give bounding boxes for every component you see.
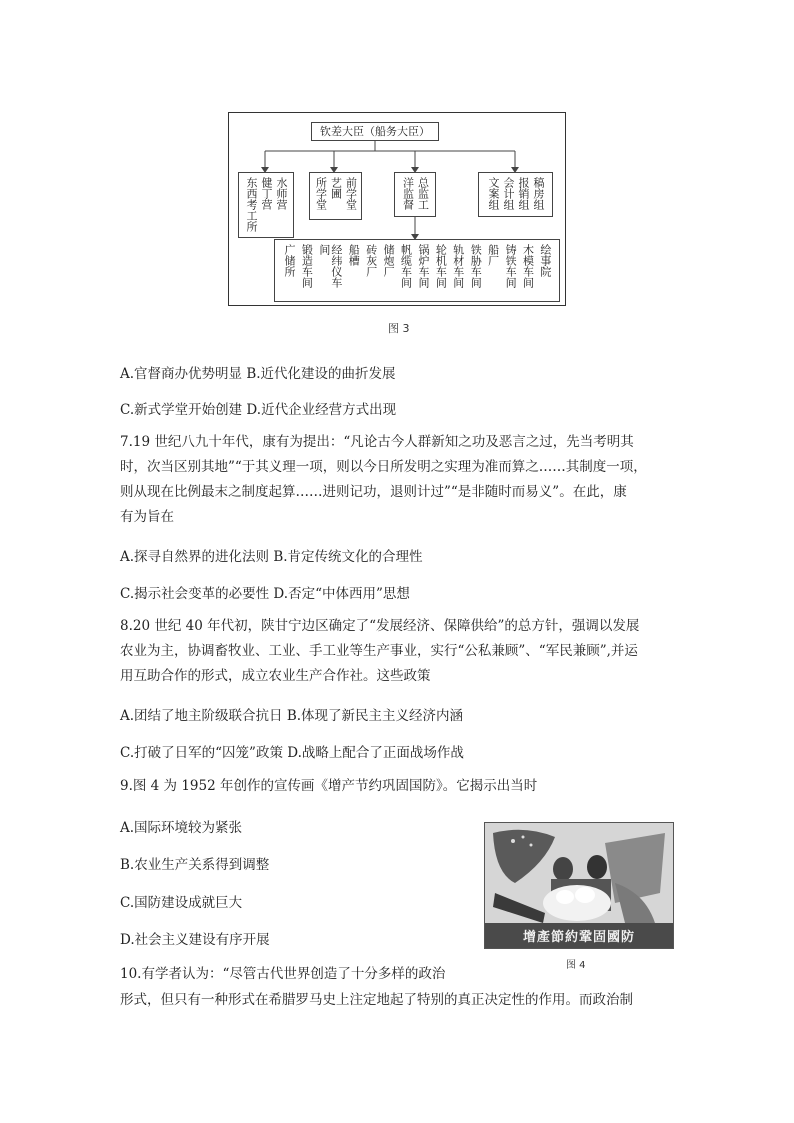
workshop-item: 铸铁车间 <box>504 244 518 288</box>
diagram-node-qianxuetang: 前学堂 <box>344 177 358 210</box>
q8-stem-line-3: 用互助合作的形式，成立农业生产合作社。这些政策 <box>120 668 431 684</box>
diagram-workshops <box>274 239 560 302</box>
workshop-item: 船厂 <box>486 244 500 266</box>
q8-options-line-2: C.打破了日军的“囚笼”政策 D.战略上配合了正面战场作战 <box>120 745 464 761</box>
diagram-node-gaofangzu: 稿房组 <box>532 177 545 210</box>
diagram-group-2 <box>309 172 362 220</box>
figure-3-diagram <box>228 112 566 306</box>
q8-options-line-1: A.团结了地主阶级联合抗日 B.体现了新民主主义经济内涵 <box>120 708 464 724</box>
workshop-item: 轨材车间 <box>451 244 465 288</box>
workshop-item: 帆缆车间 <box>399 244 413 288</box>
diagram-node-jiandingying: 健丁营 <box>260 177 273 210</box>
workshop-item: 绘事院 <box>538 244 552 277</box>
diagram-node-suoxuetang: 所学堂 <box>314 177 328 210</box>
q7-stem-line-1: 7.19 世纪八九十年代，康有为提出：“凡论古今人群新知之功及恶言之过，先当考明其 <box>120 434 634 450</box>
workshop-item: 锅炉车间 <box>416 244 430 288</box>
q7-stem-line-3: 则从现在比例最末之制度起算……进则记功，退则计过”“是非随时而易义”。在此，康 <box>120 484 627 500</box>
workshop-item: 轮机车间 <box>434 244 448 288</box>
workshop-item: 广储所 <box>283 244 296 277</box>
workshop-item: 木模车间 <box>521 244 535 288</box>
q7-options-line-2: C.揭示社会变革的必要性 D.否定“中体西用”思想 <box>120 586 410 602</box>
q9-stem: 9.图 4 为 1952 年创作的宣传画《增产节约巩固国防》。它揭示出当时 <box>120 778 538 794</box>
figure-3-caption: 图 3 <box>388 322 410 335</box>
diagram-node-dongxikaogongsuo: 东西考工所 <box>245 177 258 232</box>
q7-stem-line-2: 时，次当区别其地”“于其义理一项，则以今日所发明之实理为准而算之……其制度一项， <box>120 459 647 475</box>
workshop-item: 储炮厂 <box>382 244 396 277</box>
figure-4-caption: 图 4 <box>566 960 586 971</box>
poster-slogan: 增產節約鞏固國防 <box>522 930 635 945</box>
q9-option-d: D.社会主义建设有序开展 <box>120 932 270 948</box>
diagram-group-1 <box>238 172 294 238</box>
diagram-node-zongjiangong: 总监工 <box>416 177 430 210</box>
q7-options-line-1: A.探寻自然界的进化法则 B.肯定传统文化的合理性 <box>120 549 423 565</box>
q8-stem-line-2: 农业为主，协调畜牧业、工业、手工业等生产事业，实行“公私兼顾”、“军民兼顾”,并运 <box>120 643 638 659</box>
q9-option-b: B.农业生产关系得到调整 <box>120 857 270 873</box>
q6-options-line-2: C.新式学堂开始创建 D.近代企业经营方式出现 <box>120 402 397 418</box>
q10-stem-line-1: 10.有学者认为：“尽管古代世界创造了十分多样的政治 <box>120 966 446 982</box>
q6-options-line-1: A.官督商办优势明显 B.近代化建设的曲折发展 <box>120 366 396 382</box>
q9-option-c: C.国防建设成就巨大 <box>120 895 243 911</box>
workshop-item: 铁胁车间 <box>469 244 483 288</box>
propaganda-poster-image <box>484 822 674 949</box>
q9-option-a: A.国际环境较为紧张 <box>120 820 243 836</box>
workshop-item: 船槽 <box>347 244 361 266</box>
q7-stem-line-4: 有为旨在 <box>120 509 174 525</box>
diagram-node-yangjiandu: 洋监督 <box>401 177 415 210</box>
diagram-node-baoxiaozu: 报销组 <box>517 177 530 210</box>
workshop-item: 锻造车间 <box>300 244 314 288</box>
diagram-node-yipu: 艺圃 <box>329 177 343 199</box>
diagram-group-4 <box>478 172 553 217</box>
diagram-node-wenanzu: 文案组 <box>487 177 500 210</box>
diagram-node-shuishiying: 水师营 <box>275 177 288 210</box>
q10-stem-line-2: 形式，但只有一种形式在希腊罗马史上注定地起了特别的真正决定性的作用。而政治制 <box>120 992 633 1008</box>
diagram-top-node: 钦差大臣（船务大臣） <box>311 122 439 141</box>
workshop-item: 砖灰厂 <box>364 244 378 277</box>
workshop-item: 经纬仪车间 <box>317 244 343 288</box>
diagram-group-3 <box>394 172 436 217</box>
q8-stem-line-1: 8.20 世纪 40 年代初，陕甘宁边区确定了“发展经济、保障供给”的总方针，强调以发展 <box>120 618 640 634</box>
diagram-node-kuaijizu: 会计组 <box>502 177 515 210</box>
